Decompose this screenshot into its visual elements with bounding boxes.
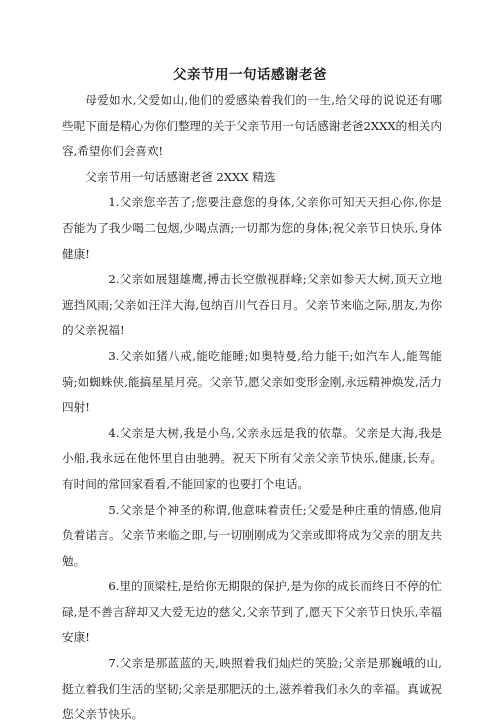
list-item xyxy=(62,498,442,575)
item-text: 父亲您辛苦了;您要注意您的身体,父亲你可知天天担心你,你是否能为了我少喝二包烟,少喝点酒;一切都为您的身体;祝父亲节日快乐,身体健康! xyxy=(62,195,442,261)
item-number: 5. xyxy=(108,502,120,517)
list-item xyxy=(62,421,442,498)
list-item xyxy=(62,344,442,421)
list-item xyxy=(62,267,442,344)
item-number: 3. xyxy=(108,348,120,363)
item-text: 父亲是大树,我是小鸟,父亲永远是我的依靠。父亲是大海,我是小船,我永远在他怀里自由驰骋。祝天下所有父亲父亲节快乐,健康,长寿。有时间的常回家看看,不能回家的也要打个电话。 xyxy=(62,425,442,491)
item-number: 7. xyxy=(108,656,120,671)
item-text: 父亲如展翅雄鹰,搏击长空傲视群峰;父亲如参天大树,顶天立地遮挡风雨;父亲如汪洋大海,包纳百川气吞日月。父亲节来临之际,朋友,为你的父亲祝福! xyxy=(62,272,442,338)
item-text: 里的顶梁柱,是给你无期限的保护,是为你的成长而终日不停的忙碌,是不善言辞却又大爱无边的慈父,父亲节到了,愿天下父亲节日快乐,幸福安康! xyxy=(62,579,442,645)
item-number: 6. xyxy=(108,579,120,594)
item-number: 1. xyxy=(108,195,120,210)
list-item xyxy=(62,190,442,267)
item-text: 父亲如猪八戒,能吃能睡;如奥特曼,给力能干;如汽车人,能驾能骑;如蜘蛛侠,能搞星星月亮。父亲节,愿父亲如变形金刚,永远精神焕发,活力四射! xyxy=(62,348,442,415)
item-number: 4. xyxy=(108,425,120,440)
intro-paragraph: 母爱如水,父爱如山,他们的爱感染着我们的一生,给父母的说说还有哪些呢下面是精心为你们整理的关于父亲节用一句话感谢老爸2XXX的相关内容,希望你们会喜欢! xyxy=(62,93,442,159)
item-number: 2. xyxy=(108,272,120,287)
document-title: 父亲节用一句话感谢老爸 xyxy=(173,67,327,83)
subheading: 父亲节用一句话感谢老爸 2XXX 精选 xyxy=(85,169,276,184)
item-text: 父亲是个神圣的称谓,他意味着责任;父爱是种庄重的情感,他肩负着诺言。父亲节来临之即,与一切刚刚成为父亲或即将成为父亲的朋友共勉。 xyxy=(62,502,442,568)
list-item xyxy=(62,574,442,651)
document-body xyxy=(62,88,442,728)
item-text: 父亲是那蓝蓝的天,映照着我们灿烂的笑脸;父亲是那巍峨的山,挺立着我们生活的坚韧;父亲是那肥沃的土,滋养着我们永久的幸福。真诚祝您父亲节快乐。 xyxy=(62,656,442,722)
list-item xyxy=(62,651,442,728)
